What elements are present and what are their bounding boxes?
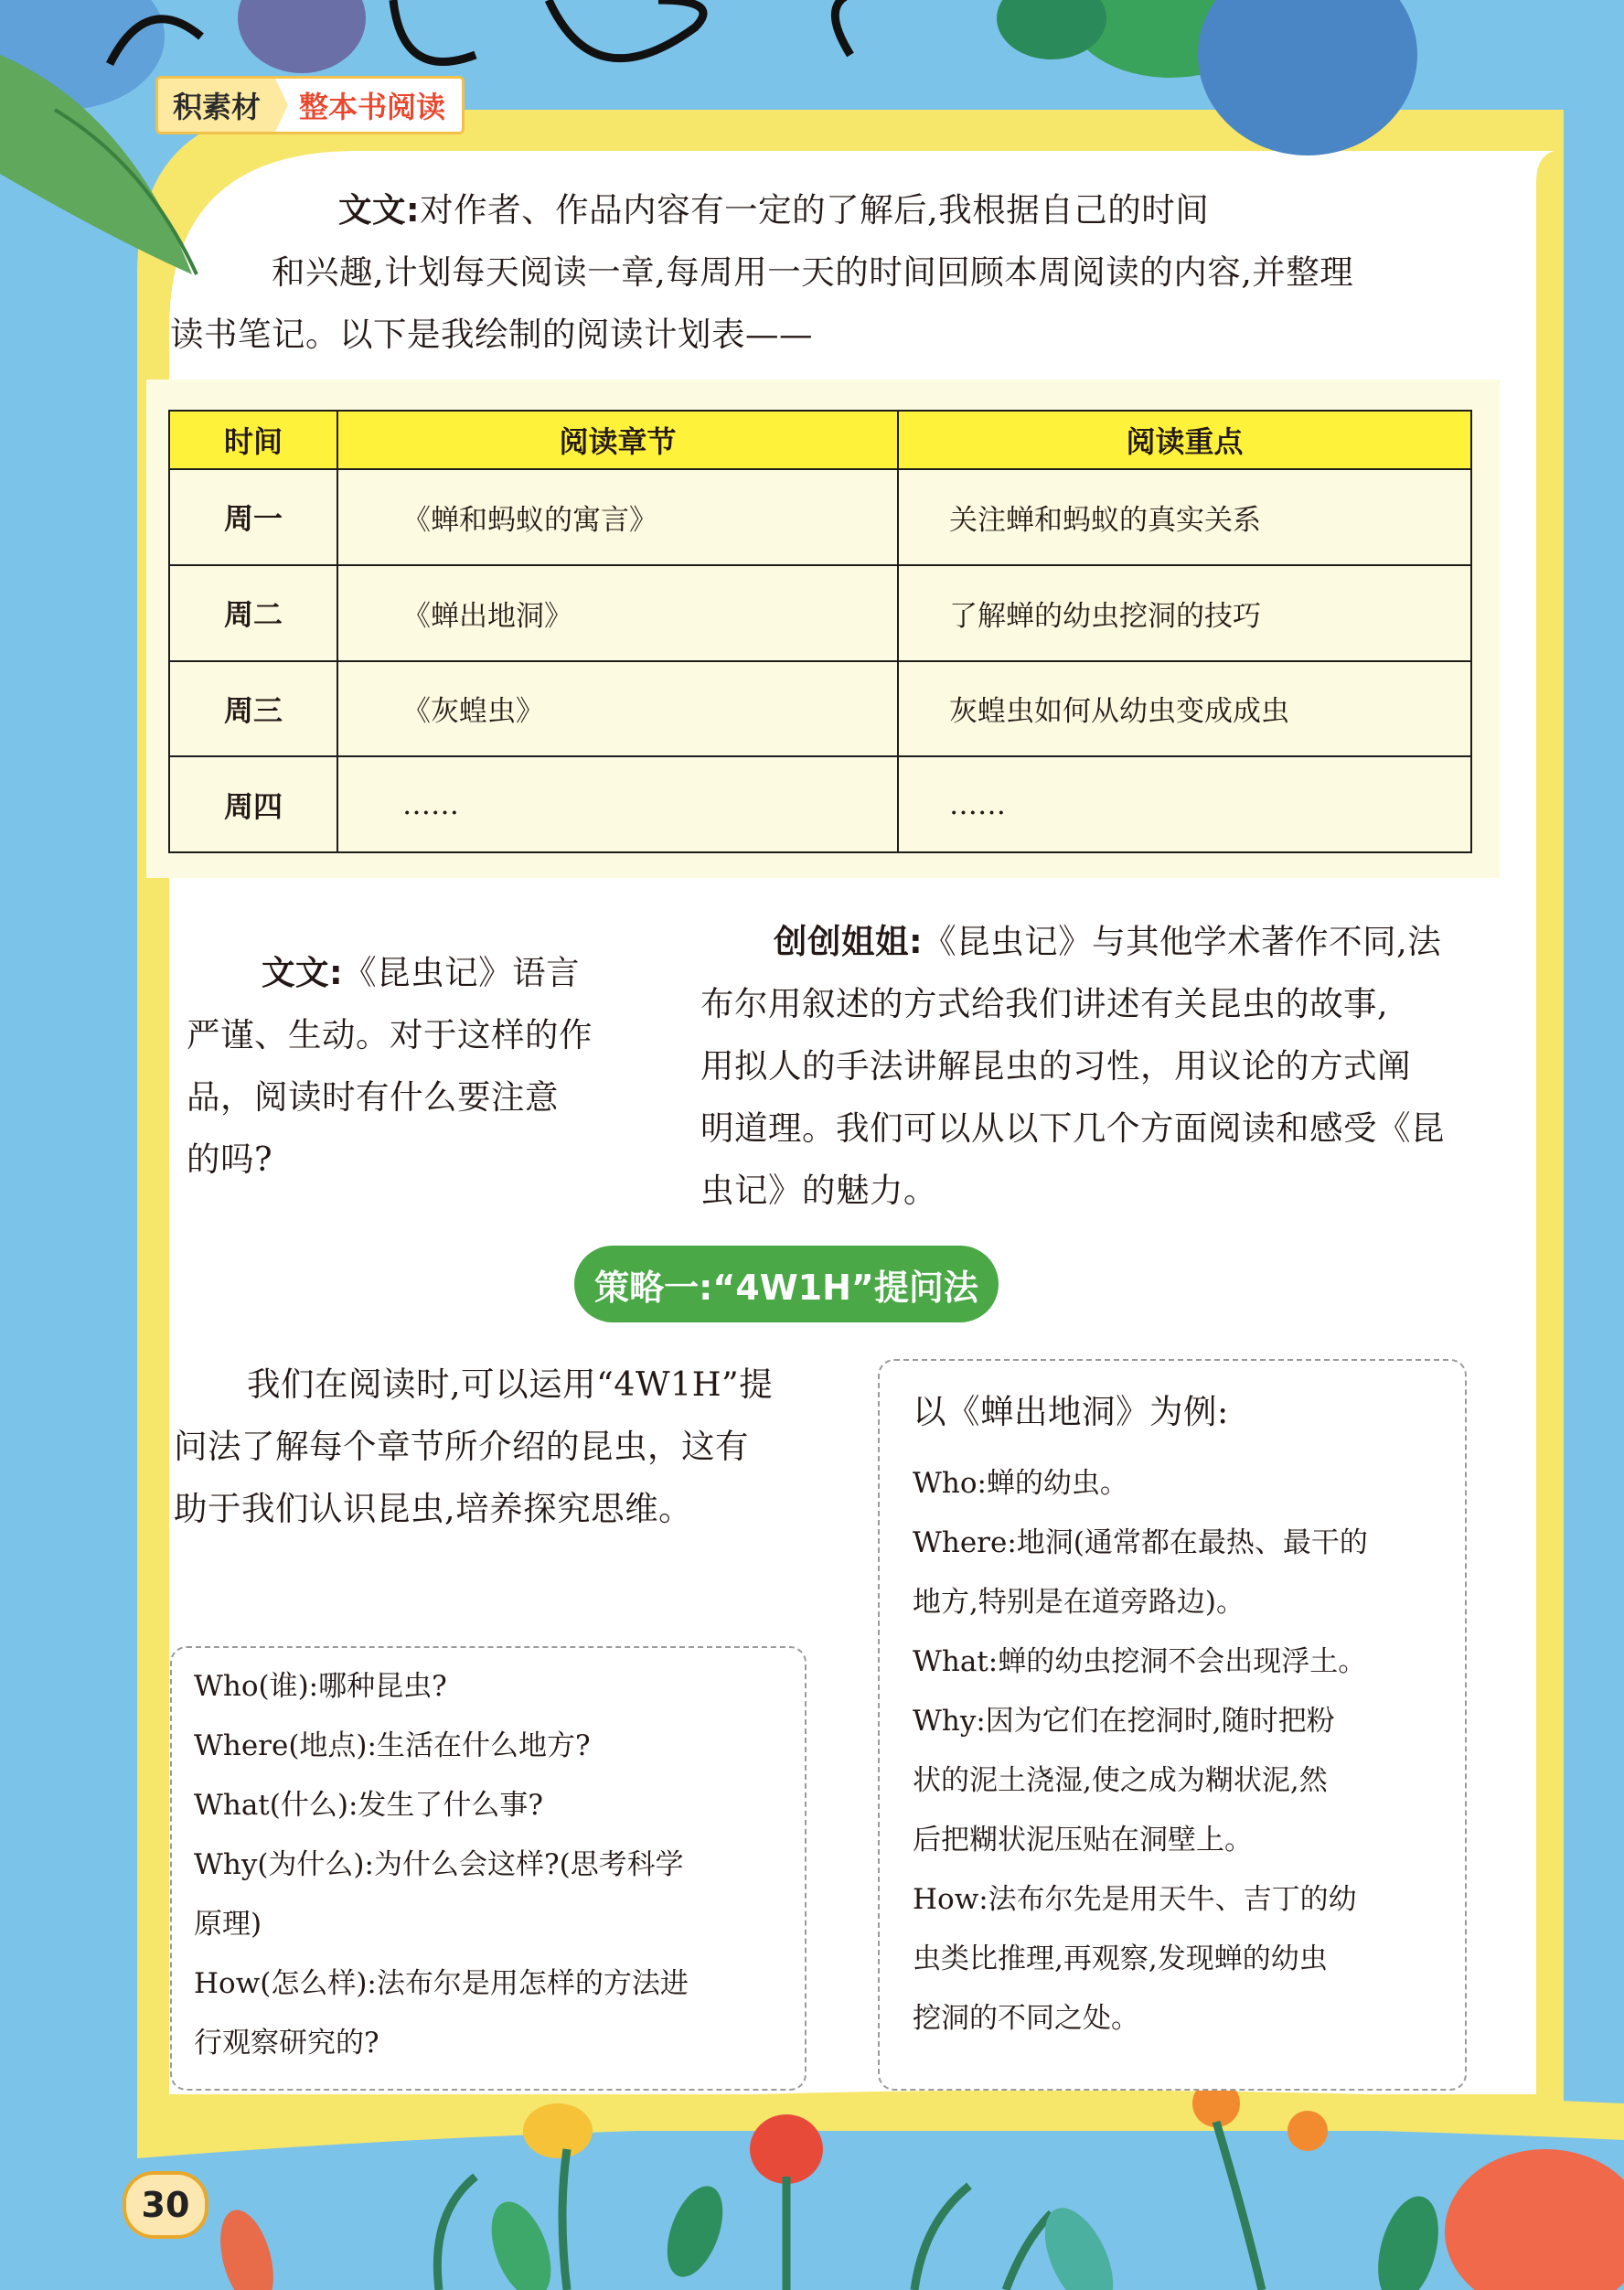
- example-line: How:法布尔先是用天牛、吉丁的幼: [913, 1883, 1357, 1916]
- table-row: [169, 565, 1471, 661]
- table-cell-chapter: 《蝉和蚂蚁的寓言》: [337, 469, 898, 565]
- strategy-badge: 策略一:“4W1H”提问法: [574, 1246, 999, 1322]
- answer-line-1: 《昆虫记》与其他学术著作不同,法: [923, 922, 1442, 961]
- table-header-chapter: 阅读章节: [337, 411, 898, 469]
- section-tag: [155, 76, 465, 134]
- table-cell-chapter: 《蝉出地洞》: [337, 565, 898, 661]
- answer-line-2: 布尔用叙述的方式给我们讲述有关昆虫的故事,: [700, 984, 1389, 1023]
- intro-speaker: 文文:: [338, 190, 421, 230]
- answer-paragraph: [700, 911, 1487, 1222]
- questions-line: How(怎么样):法布尔是用怎样的方法进: [194, 1967, 689, 2000]
- answer-line-3: 用拟人的手法讲解昆虫的习性，用议论的方式阐: [700, 1046, 1411, 1086]
- table-header-focus: 阅读重点: [898, 411, 1471, 469]
- table-cell-day: 周四: [169, 756, 337, 852]
- example-line: Why:因为它们在挖洞时,随时把粉: [913, 1705, 1335, 1738]
- tag-label-whole-book: 整本书阅读: [275, 79, 462, 132]
- questions-line: What(什么):发生了什么事?: [194, 1789, 544, 1822]
- example-line: 挖洞的不同之处。: [913, 2002, 1139, 2035]
- example-line: 后把糊状泥压贴在洞壁上。: [913, 1824, 1253, 1857]
- example-title: 以《蝉出地洞》为例:: [913, 1392, 1229, 1431]
- example-box: [878, 1359, 1467, 2091]
- table-cell-focus: 灰蝗虫如何从幼虫变成成虫: [898, 661, 1471, 757]
- intro-paragraph: [170, 179, 1487, 366]
- table-row: [169, 661, 1471, 757]
- example-line: 地方,特别是在道旁路边)。: [913, 1586, 1245, 1619]
- questions-line: Why(为什么):为什么会这样?(思考科学: [194, 1848, 684, 1881]
- table-row: [169, 469, 1471, 565]
- answer-speaker: 创创姐姐:: [774, 922, 924, 961]
- intro-line-3: 读书笔记。以下是我绘制的阅读计划表——: [170, 315, 813, 354]
- table-header-time: 时间: [169, 411, 337, 469]
- intro-line-1: 对作者、作品内容有一定的了解后,我根据自己的时间: [420, 190, 1210, 230]
- page-number: 30: [123, 2171, 208, 2239]
- strategy-line-3: 助于我们认识昆虫,培养探究思维。: [174, 1489, 693, 1528]
- strategy-paragraph: [174, 1354, 814, 1540]
- questions-line: Where(地点):生活在什么地方?: [194, 1729, 591, 1762]
- question-paragraph: [187, 942, 616, 1191]
- strategy-line-2: 问法了解每个章节所介绍的昆虫，这有: [174, 1427, 749, 1466]
- table-cell-focus: ……: [898, 756, 1471, 852]
- table-cell-day: 周一: [169, 469, 337, 565]
- questions-box: [170, 1646, 807, 2091]
- question-line-4: 的吗?: [187, 1140, 273, 1179]
- table-cell-focus: 了解蝉的幼虫挖洞的技巧: [898, 565, 1471, 661]
- example-line: What:蝉的幼虫挖洞不会出现浮土。: [913, 1645, 1367, 1678]
- answer-line-4: 明道理。我们可以从以下几个方面阅读和感受《昆: [700, 1108, 1445, 1148]
- example-line: 虫类比推理,再观察,发现蝉的幼虫: [913, 1942, 1328, 1975]
- question-line-1: 《昆虫记》语言: [343, 953, 581, 992]
- questions-line: 原理): [194, 1908, 262, 1941]
- question-speaker: 文文:: [262, 953, 344, 992]
- reading-plan-table: [168, 410, 1472, 853]
- table-header-row: [169, 411, 1471, 469]
- answer-line-5: 虫记》的魅力。: [700, 1171, 937, 1210]
- example-line: Who:蝉的幼虫。: [913, 1467, 1128, 1500]
- tag-label-material: 积素材: [158, 79, 275, 132]
- strategy-line-1: 我们在阅读时,可以运用“4W1H”提: [247, 1364, 774, 1404]
- intro-line-2: 和兴趣,计划每天阅读一章,每周用一天的时间回顾本周阅读的内容,并整理: [272, 252, 1354, 292]
- table-cell-focus: 关注蝉和蚂蚁的真实关系: [898, 469, 1471, 565]
- example-line: 状的泥土浇湿,使之成为糊状泥,然: [913, 1764, 1328, 1797]
- table-cell-day: 周三: [169, 661, 337, 757]
- question-line-2: 严谨、生动。对于这样的作: [187, 1015, 593, 1054]
- table-cell-chapter: 《灰蝗虫》: [337, 661, 898, 757]
- questions-line: 行观察研究的?: [194, 2027, 379, 2060]
- table-cell-day: 周二: [169, 565, 337, 661]
- question-line-3: 品，阅读时有什么要注意: [187, 1077, 559, 1117]
- table-row: [169, 756, 1471, 852]
- table-cell-chapter: ……: [337, 756, 898, 852]
- example-line: Where:地洞(通常都在最热、最干的: [913, 1526, 1368, 1559]
- questions-line: Who(谁):哪种昆虫?: [194, 1670, 447, 1703]
